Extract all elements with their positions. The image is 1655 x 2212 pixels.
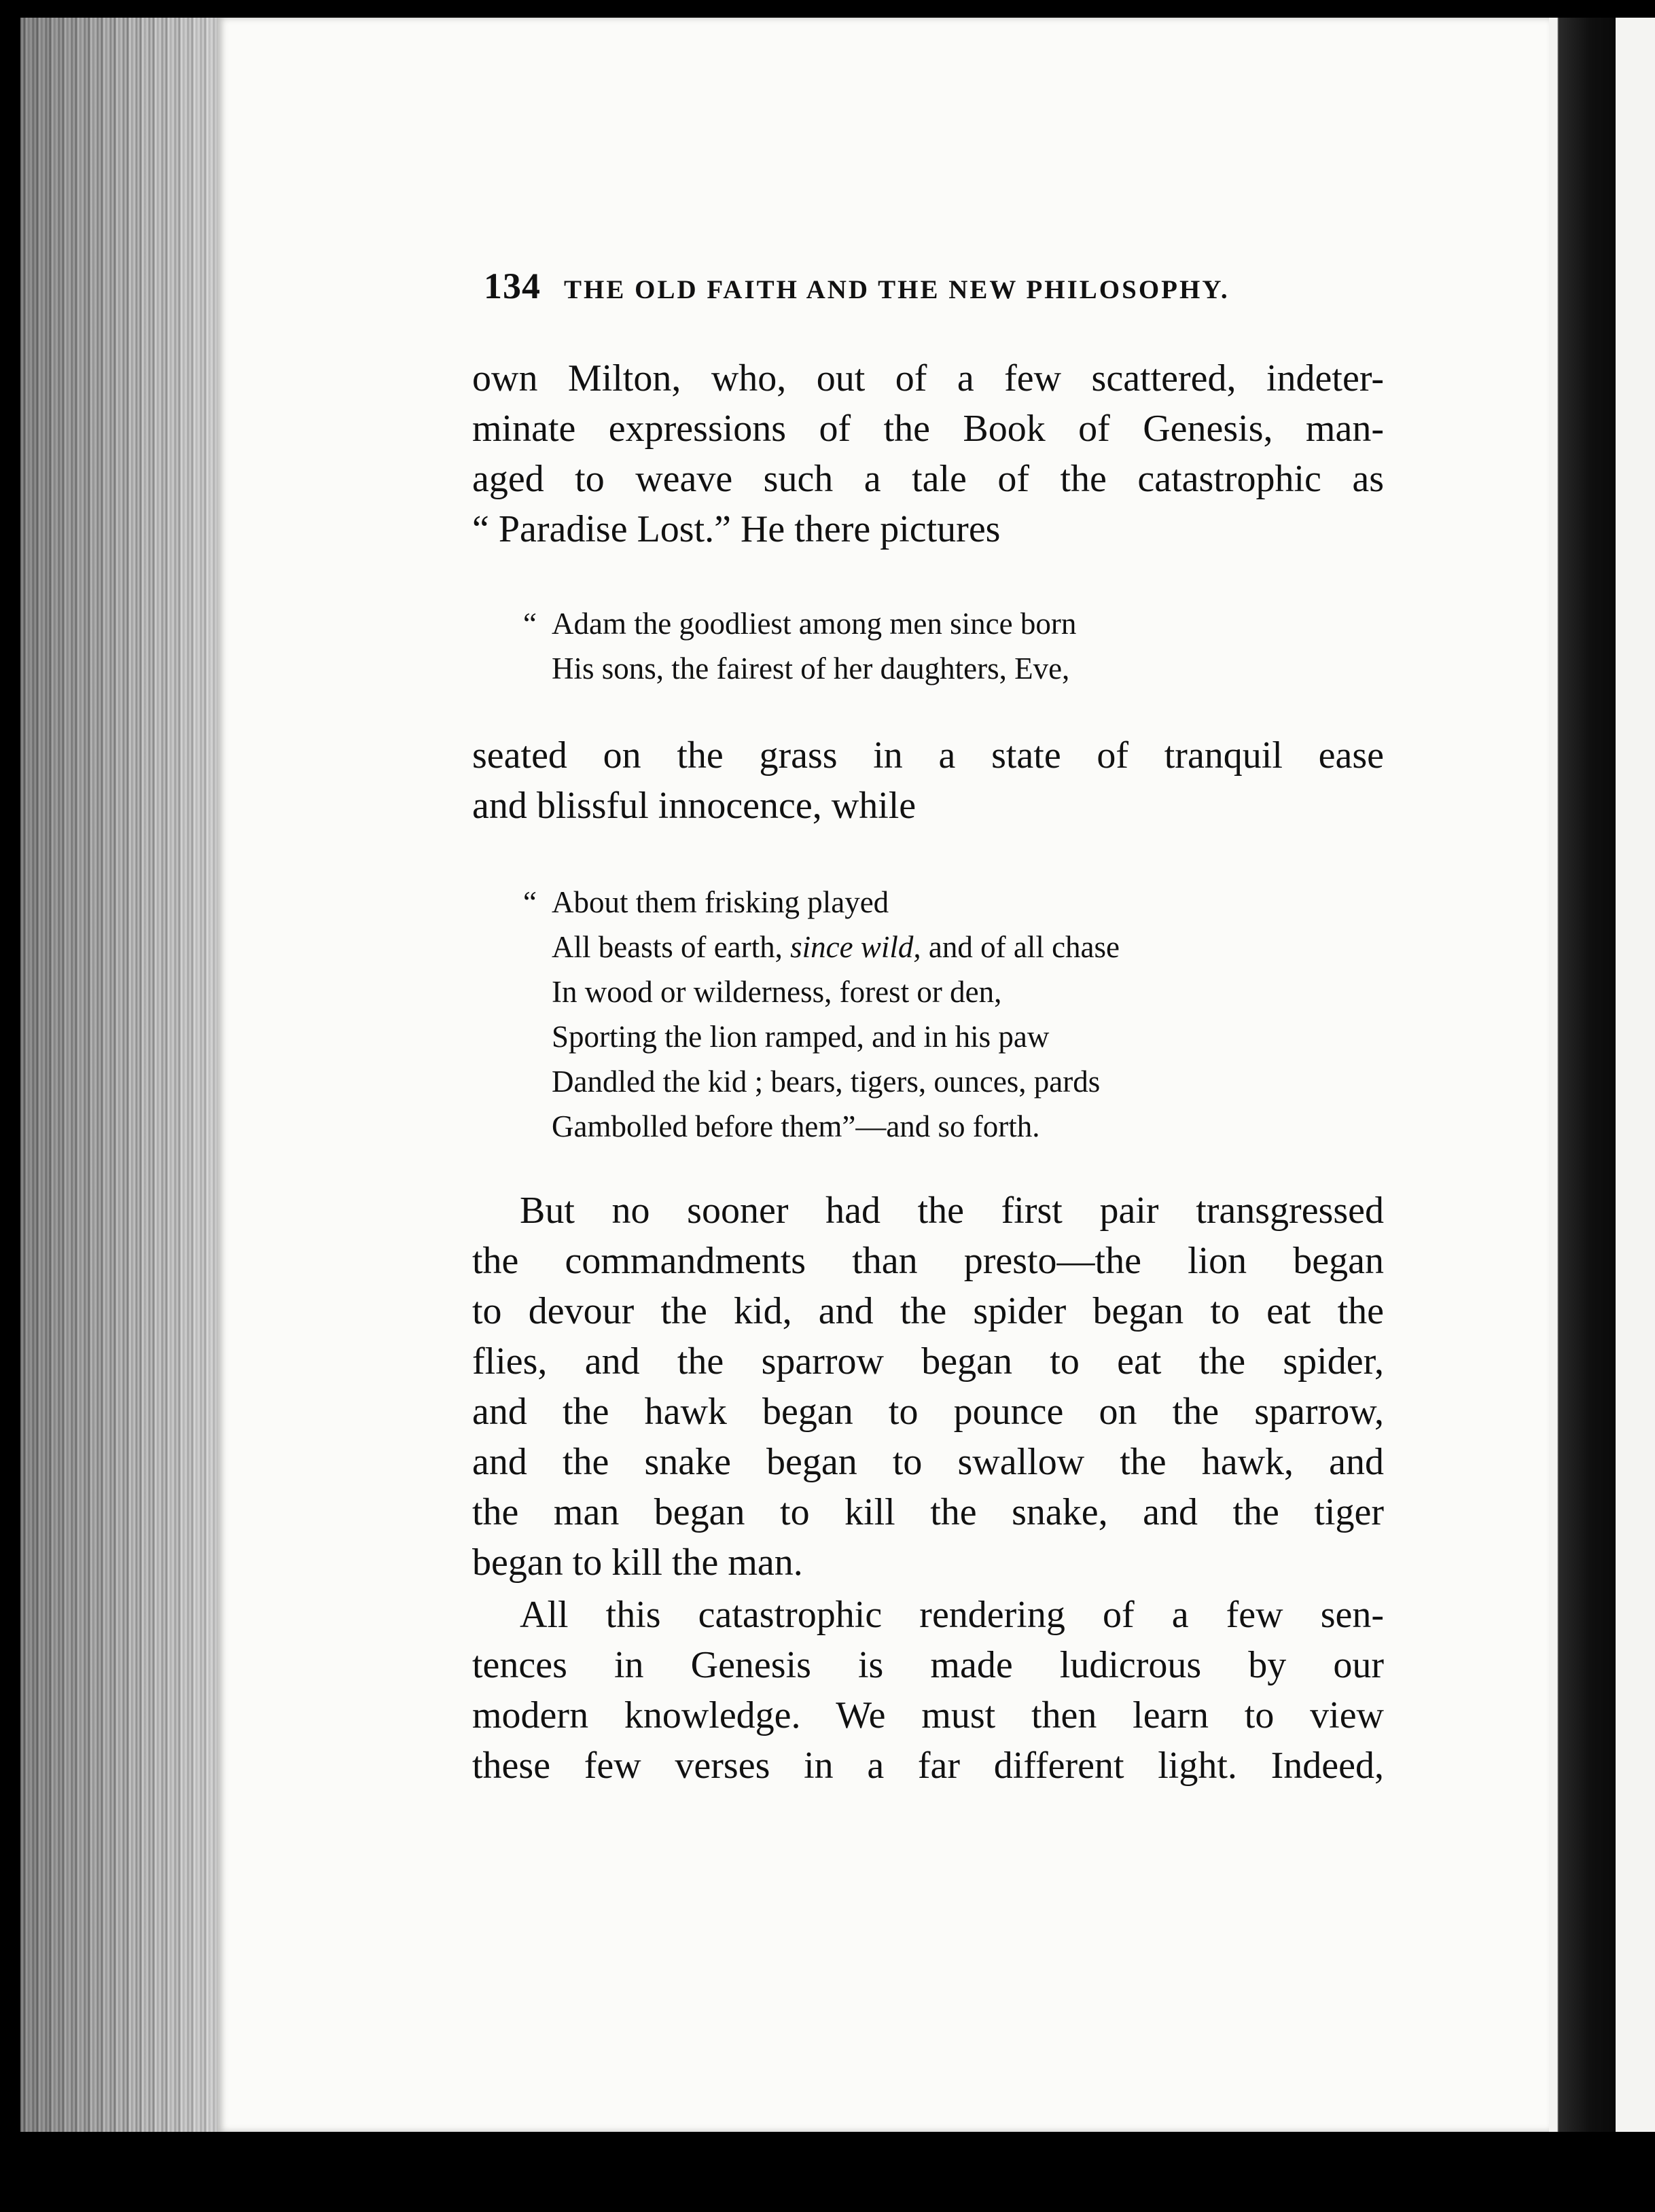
text-line: All this catastrophic rendering of a few sen- (520, 1594, 1384, 1636)
text-line: But no sooner had the first pair transgressed (520, 1190, 1384, 1232)
paragraph-3 (472, 1185, 1384, 1588)
paragraph-1 (472, 353, 1384, 554)
running-head (484, 265, 1381, 313)
text-line: and blissful innocence, while (472, 785, 917, 827)
verse-line-italic (552, 925, 1326, 969)
running-head-title: THE OLD FAITH AND THE NEW PHILOSOPHY. (564, 275, 1230, 304)
verse-text: and of all chase (921, 930, 1120, 964)
text-line: the commandments than presto—the lion began (472, 1240, 1384, 1282)
text-line: minate expressions of the Book of Genesis, man- (472, 408, 1384, 450)
text-line: to devour the kid, and the spider began to eat the (472, 1290, 1384, 1332)
open-quote-mark: “ (523, 607, 537, 641)
page-number: 134 (484, 266, 541, 306)
fore-edge-shading (20, 18, 217, 2132)
text-line: seated on the grass in a state of tranquil ease (472, 734, 1384, 777)
text-line: began to kill the man. (472, 1541, 803, 1584)
verse-line: In wood or wilderness, forest or den, (552, 975, 1002, 1009)
paragraph-4 (472, 1590, 1384, 1791)
text-line: flies, and the sparrow began to eat the spider, (472, 1340, 1384, 1382)
verse-line: His sons, the fairest of her daughters, Eve, (552, 652, 1070, 685)
text-line: and the snake began to swallow the hawk, and (472, 1441, 1384, 1483)
verse-line: About them frisking played (552, 885, 889, 919)
verse-line: Adam the goodliest among men since born (552, 607, 1077, 641)
text-line: modern knowledge. We must then learn to view (472, 1694, 1384, 1736)
verse-quote-2 (523, 880, 1326, 1149)
text-line: tences in Genesis is made ludicrous by our (472, 1644, 1384, 1686)
italic-phrase: since wild, (790, 930, 921, 964)
verse-line: Sporting the lion ramped, and in his paw (552, 1020, 1050, 1054)
text-line: “ Paradise Lost.” He there pictures (472, 508, 1001, 550)
scan-border-left (0, 0, 20, 2212)
verse-text: All beasts of earth, (552, 930, 791, 964)
scan-border-top (0, 0, 1655, 18)
paragraph-2 (472, 730, 1384, 831)
text-line: these few verses in a far different light. Indeed, (472, 1745, 1384, 1787)
open-quote-mark: “ (523, 885, 537, 919)
text-line: own Milton, who, out of a few scattered, indeter- (472, 357, 1384, 399)
verse-line: Dandled the kid ; bears, tigers, ounces, pards (552, 1065, 1101, 1099)
verse-line: Gambolled before them”—and so forth. (552, 1109, 1040, 1143)
facing-page-sliver (1616, 18, 1655, 2132)
text-line: and the hawk began to pounce on the sparrow, (472, 1391, 1384, 1433)
text-line: the man began to kill the snake, and the tiger (472, 1491, 1384, 1533)
scan-border-bottom (0, 2132, 1655, 2212)
verse-quote-1 (523, 601, 1326, 691)
text-line: aged to weave such a tale of the catastrophic as (472, 458, 1384, 500)
